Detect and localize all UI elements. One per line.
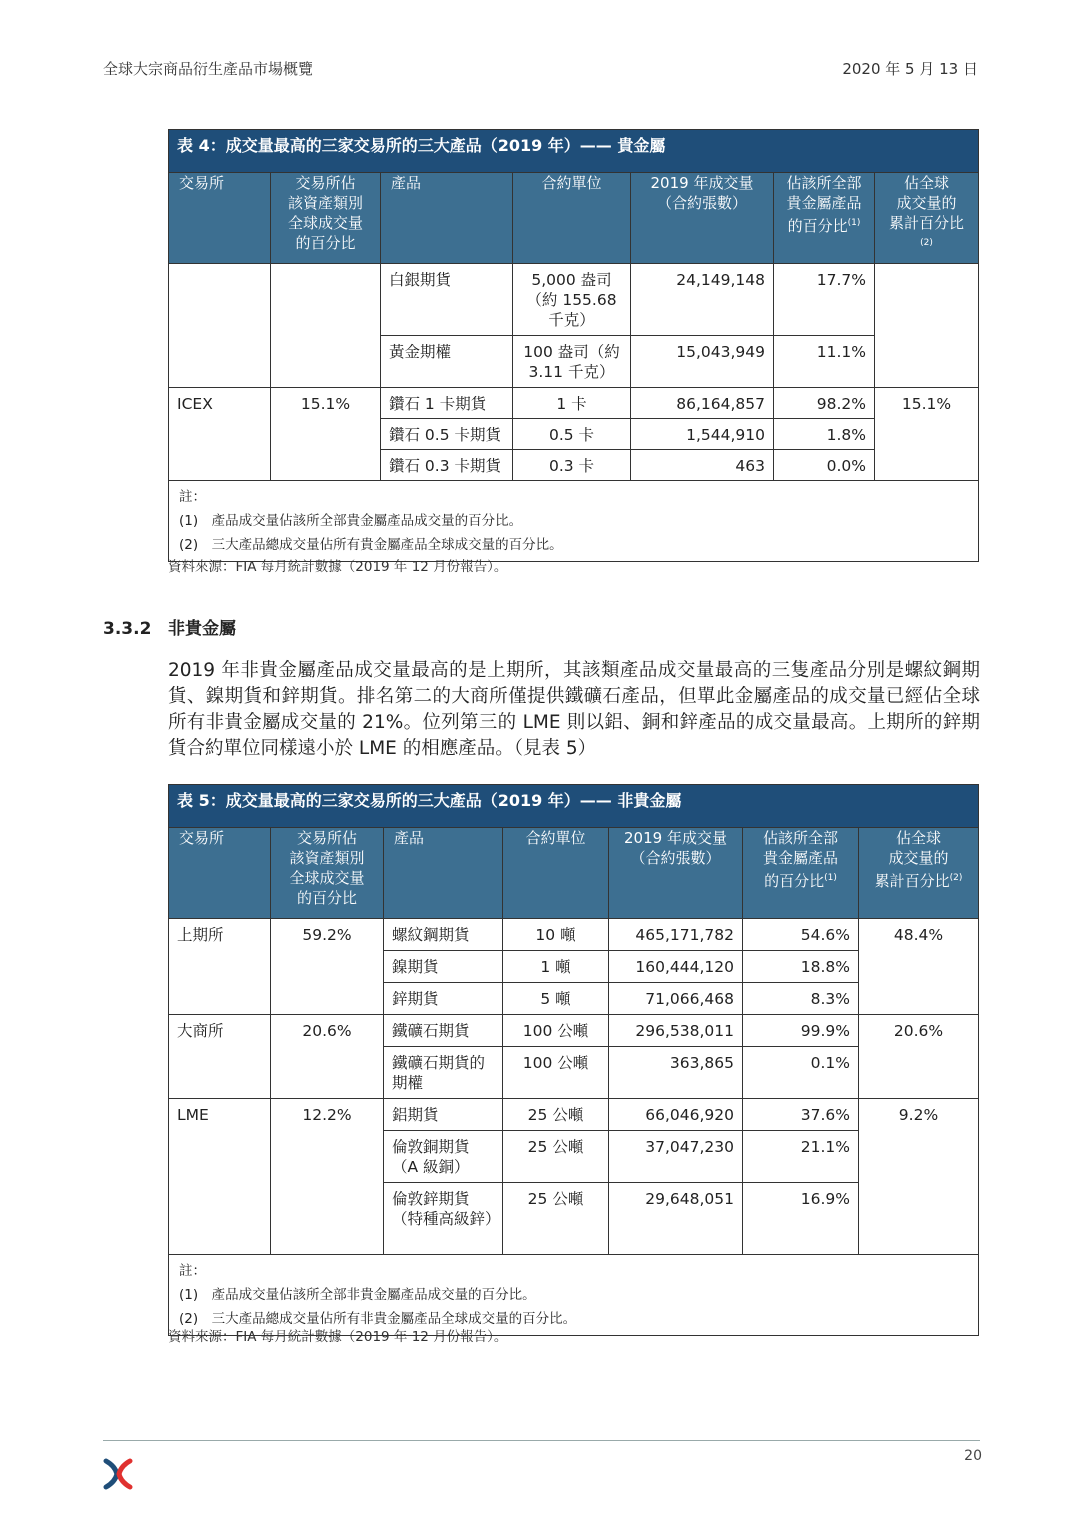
section-number: 3.3.2: [103, 619, 152, 639]
col-exchange: 交易所: [169, 173, 271, 264]
volume-cell: 24,149,148: [631, 264, 774, 336]
volume-cell: 1,544,910: [631, 419, 774, 450]
unit-cell: 0.5 卡: [513, 419, 631, 450]
volume-cell: 66,046,920: [609, 1099, 743, 1131]
share-cell: 15.1%: [271, 388, 381, 481]
share-cell: 59.2%: [271, 919, 384, 1015]
col-product: 產品: [381, 173, 513, 264]
table-5-notes: [169, 1255, 979, 1336]
section-heading: [103, 614, 236, 639]
product-cell: 鑽石 0.3 卡期貨: [381, 450, 513, 481]
product-cell: 鋅期貨: [384, 983, 503, 1015]
table-5: [168, 784, 979, 1336]
note-2: (2) 三大產品總成交量佔所有非貴金屬產品全球成交量的百分比。: [179, 1311, 577, 1327]
product-cell: 鐵礦石期貨的期權: [384, 1047, 503, 1099]
volume-cell: 29,648,051: [609, 1183, 743, 1255]
table-4-source: 資料來源：FIA 每月統計數據（2019 年 12 月份報告）。: [168, 559, 508, 575]
volume-cell: 363,865: [609, 1047, 743, 1099]
product-cell: 鑽石 1 卡期貨: [381, 388, 513, 419]
cum-cell: 48.4%: [859, 919, 979, 1015]
product-cell: 倫敦銅期貨（A 級銅）: [384, 1131, 503, 1183]
product-cell: 鐵礦石期貨: [384, 1015, 503, 1047]
col-unit: 合約單位: [513, 173, 631, 264]
running-header-title: 全球大宗商品衍生產品市場概覽: [103, 60, 314, 78]
product-cell: 白銀期貨: [381, 264, 513, 336]
table-row: [169, 1099, 979, 1131]
unit-cell: 25 公噸: [503, 1131, 609, 1183]
table-4-caption: 表 4：成交量最高的三家交易所的三大產品（2019 年）—— 貴金屬: [169, 130, 979, 173]
cum-cell-empty: [875, 264, 979, 388]
hkex-x-logo-icon: [103, 1458, 133, 1490]
volume-cell: 37,047,230: [609, 1131, 743, 1183]
col-share: 交易所佔 該資產類別 全球成交量 的百分比: [271, 173, 381, 264]
volume-cell: 463: [631, 450, 774, 481]
exchange-cell: 大商所: [169, 1015, 271, 1099]
table-row: [169, 388, 979, 419]
pct-cell: 8.3%: [743, 983, 859, 1015]
unit-cell: 100 盎司（約 3.11 千克）: [513, 336, 631, 388]
table-row: [169, 264, 979, 336]
pct-cell: 11.1%: [774, 336, 875, 388]
volume-cell: 15,043,949: [631, 336, 774, 388]
pct-cell: 0.0%: [774, 450, 875, 481]
pct-cell: 16.9%: [743, 1183, 859, 1255]
table-row: [169, 1015, 979, 1047]
product-cell: 鎳期貨: [384, 951, 503, 983]
pct-cell: 17.7%: [774, 264, 875, 336]
table-4: [168, 129, 979, 562]
page-number: 20: [964, 1448, 982, 1464]
unit-cell: 10 噸: [503, 919, 609, 951]
col-cum: 佔全球 成交量的 累計百分比$^{(2)}$: [875, 173, 979, 264]
note-1: (1) 產品成交量佔該所全部貴金屬產品成交量的百分比。: [179, 513, 523, 529]
col-product: 產品: [384, 828, 503, 919]
pct-cell: 1.8%: [774, 419, 875, 450]
unit-cell: 25 公噸: [503, 1099, 609, 1131]
table-5-source: 資料來源：FIA 每月統計數據（2019 年 12 月份報告）。: [168, 1329, 508, 1345]
product-cell: 倫敦鋅期貨（特種高級鋅）: [384, 1183, 503, 1255]
footer-divider: [103, 1440, 980, 1441]
pct-cell: 37.6%: [743, 1099, 859, 1131]
volume-cell: 71,066,468: [609, 983, 743, 1015]
pct-cell: 98.2%: [774, 388, 875, 419]
volume-cell: 296,538,011: [609, 1015, 743, 1047]
share-cell: 12.2%: [271, 1099, 384, 1255]
product-cell: 螺紋鋼期貨: [384, 919, 503, 951]
volume-cell: 86,164,857: [631, 388, 774, 419]
unit-cell: 100 公噸: [503, 1015, 609, 1047]
volume-cell: 465,171,782: [609, 919, 743, 951]
product-cell: 鑽石 0.5 卡期貨: [381, 419, 513, 450]
exchange-cell-empty: [169, 264, 271, 388]
share-cell: 20.6%: [271, 1015, 384, 1099]
pct-cell: 99.9%: [743, 1015, 859, 1047]
table-5-caption: 表 5：成交量最高的三家交易所的三大產品（2019 年）—— 非貴金屬: [169, 785, 979, 828]
volume-cell: 160,444,120: [609, 951, 743, 983]
col-pct: 佔該所全部 貴金屬產品 的百分比$^{(1)}$: [774, 173, 875, 264]
table-row: [169, 919, 979, 951]
unit-cell: 0.3 卡: [513, 450, 631, 481]
col-exchange: 交易所: [169, 828, 271, 919]
pct-cell: 54.6%: [743, 919, 859, 951]
table-4-notes: [169, 481, 979, 562]
unit-cell: 5,000 盎司（約 155.68 千克）: [513, 264, 631, 336]
exchange-cell: 上期所: [169, 919, 271, 1015]
unit-cell: 25 公噸: [503, 1183, 609, 1255]
cum-cell: 20.6%: [859, 1015, 979, 1099]
exchange-cell: ICEX: [169, 388, 271, 481]
exchange-cell: LME: [169, 1099, 271, 1255]
running-header-date: 2020 年 5 月 13 日: [842, 60, 978, 78]
pct-cell: 21.1%: [743, 1131, 859, 1183]
pct-cell: 18.8%: [743, 951, 859, 983]
cum-cell: 9.2%: [859, 1099, 979, 1255]
unit-cell: 5 噸: [503, 983, 609, 1015]
col-unit: 合約單位: [503, 828, 609, 919]
col-pct: 佔該所全部 貴金屬產品 的百分比$^{(1)}$: [743, 828, 859, 919]
product-cell: 黃金期權: [381, 336, 513, 388]
col-volume: 2019 年成交量 （合約張數）: [609, 828, 743, 919]
unit-cell: 1 卡: [513, 388, 631, 419]
notes-title: 註：: [179, 1263, 206, 1279]
col-cum: 佔全球 成交量的 累計百分比$^{(2)}$: [859, 828, 979, 919]
note-2: (2) 三大產品總成交量佔所有貴金屬產品全球成交量的百分比。: [179, 537, 563, 553]
col-volume: 2019 年成交量 （合約張數）: [631, 173, 774, 264]
product-cell: 鋁期貨: [384, 1099, 503, 1131]
pct-cell: 0.1%: [743, 1047, 859, 1099]
col-share: 交易所佔 該資產類別 全球成交量 的百分比: [271, 828, 384, 919]
body-paragraph: 2019 年非貴金屬產品成交量最高的是上期所，其該類產品成交量最高的三隻產品分別是螺紋鋼期貨、鎳期貨和鋅期貨。排名第二的大商所僅提供鐵礦石產品，但單此金屬產品的成交量已經佔全球所有非貴金屬成交量的 21%。位列第三的 LME 則以鋁、銅和鋅產品的成交量最高。上期所的鋅期貨合約單位同樣遠小於 LME 的相應產品。（見表 5）: [168, 660, 980, 759]
share-cell-empty: [271, 264, 381, 388]
note-1: (1) 產品成交量佔該所全部非貴金屬產品成交量的百分比。: [179, 1287, 536, 1303]
unit-cell: 100 公噸: [503, 1047, 609, 1099]
unit-cell: 1 噸: [503, 951, 609, 983]
cum-cell: 15.1%: [875, 388, 979, 481]
notes-title: 註：: [179, 489, 206, 505]
section-title: 非貴金屬: [168, 619, 236, 639]
